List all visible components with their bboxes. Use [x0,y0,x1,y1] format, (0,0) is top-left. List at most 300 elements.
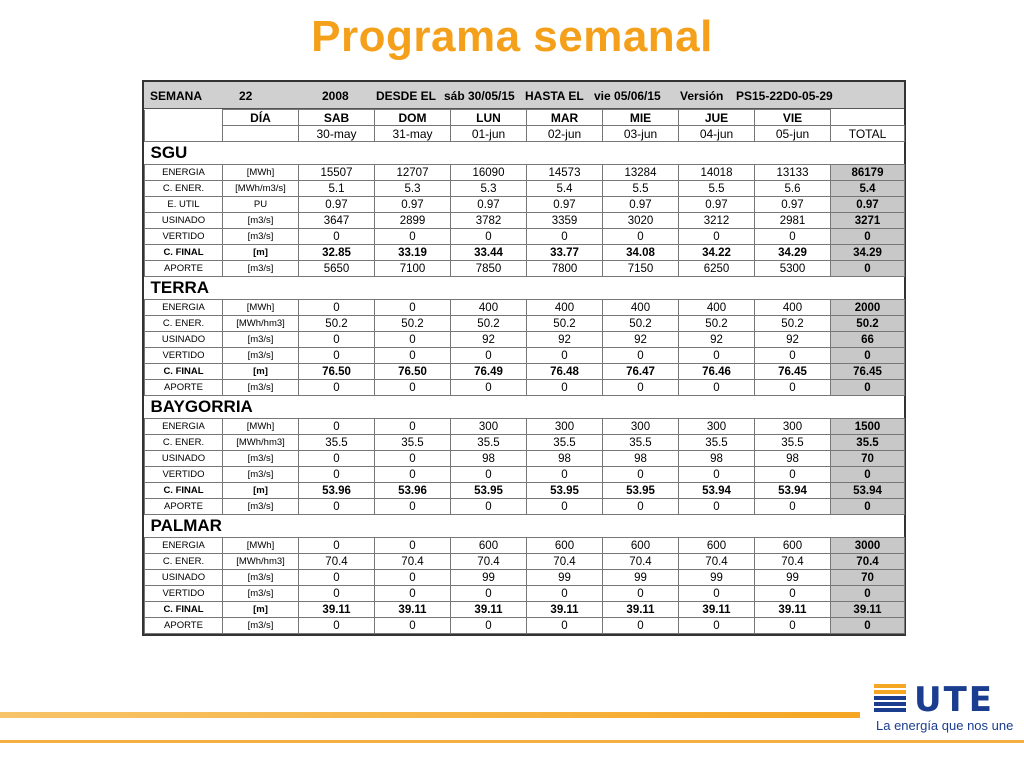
value-cell: 6250 [679,261,755,277]
value-cell: 0.97 [679,197,755,213]
value-cell: 39.11 [755,602,831,618]
value-cell: 70.4 [755,554,831,570]
total-cell: 2000 [831,300,905,316]
blank-cell [831,110,905,126]
section-header [145,396,905,419]
row-label: VERTIDO [145,348,223,364]
row-label: USINADO [145,332,223,348]
value-cell: 0 [299,538,375,554]
row-unit: [MWh/hm3] [223,554,299,570]
value-cell: 53.96 [375,483,451,499]
value-cell: 92 [603,332,679,348]
table-row [145,467,905,483]
value-cell: 76.50 [299,364,375,380]
row-unit: PU [223,197,299,213]
value-cell: 70.4 [603,554,679,570]
row-label: C. FINAL [145,364,223,380]
row-label: APORTE [145,618,223,634]
date-cell: 03-jun [603,126,679,142]
value-cell: 0 [603,467,679,483]
value-cell: 33.44 [451,245,527,261]
value-cell: 3647 [299,213,375,229]
value-cell: 0 [603,348,679,364]
to-date: vie 05/06/15 [594,89,661,103]
value-cell: 0 [603,618,679,634]
value-cell: 0 [603,229,679,245]
value-cell: 0 [299,499,375,515]
value-cell: 35.5 [679,435,755,451]
total-cell: 3000 [831,538,905,554]
total-cell: 0 [831,586,905,602]
table-row [145,348,905,364]
value-cell: 76.48 [527,364,603,380]
value-cell: 50.2 [299,316,375,332]
value-cell: 50.2 [679,316,755,332]
value-cell: 0 [375,419,451,435]
total-cell: 5.4 [831,181,905,197]
value-cell: 600 [603,538,679,554]
total-cell: 39.11 [831,602,905,618]
value-cell: 53.94 [679,483,755,499]
value-cell: 0 [527,586,603,602]
total-cell: 0 [831,348,905,364]
value-cell: 76.46 [679,364,755,380]
table-row [145,451,905,467]
value-cell: 50.2 [603,316,679,332]
year: 2008 [322,89,349,103]
footer-line-bottom [0,740,1024,743]
row-unit: [m] [223,602,299,618]
row-unit: [m] [223,245,299,261]
value-cell: 76.45 [755,364,831,380]
day-name: DOM [375,110,451,126]
value-cell: 600 [451,538,527,554]
table-row [145,181,905,197]
value-cell: 0 [755,229,831,245]
table-row [145,419,905,435]
value-cell: 300 [755,419,831,435]
total-cell: 70 [831,570,905,586]
total-cell: 70 [831,451,905,467]
total-cell: 50.2 [831,316,905,332]
value-cell: 98 [603,451,679,467]
value-cell: 70.4 [375,554,451,570]
row-unit: [MWh] [223,419,299,435]
table-row [145,332,905,348]
row-label: APORTE [145,261,223,277]
row-unit: [m3/s] [223,467,299,483]
value-cell: 300 [679,419,755,435]
section-title: PALMAR [145,515,905,538]
value-cell: 7800 [527,261,603,277]
to-label: HASTA EL [525,89,584,103]
value-cell: 5300 [755,261,831,277]
value-cell: 39.11 [451,602,527,618]
value-cell: 0 [375,229,451,245]
value-cell: 70.4 [451,554,527,570]
value-cell: 53.95 [527,483,603,499]
value-cell: 13133 [755,165,831,181]
row-label: ENERGIA [145,300,223,316]
value-cell: 35.5 [299,435,375,451]
value-cell: 0 [299,332,375,348]
day-name: JUE [679,110,755,126]
value-cell: 0 [299,586,375,602]
ute-logo: UTE [914,680,995,720]
row-label: ENERGIA [145,419,223,435]
value-cell: 0 [527,467,603,483]
table-row [145,499,905,515]
section-title: SGU [145,142,905,165]
row-unit: [m3/s] [223,332,299,348]
value-cell: 0 [679,467,755,483]
value-cell: 0 [679,348,755,364]
value-cell: 98 [451,451,527,467]
value-cell: 99 [755,570,831,586]
table-row [145,316,905,332]
value-cell: 39.11 [679,602,755,618]
total-header: TOTAL [831,126,905,142]
value-cell: 2899 [375,213,451,229]
total-cell: 0 [831,467,905,483]
value-cell: 98 [755,451,831,467]
value-cell: 5.3 [451,181,527,197]
table-row [145,538,905,554]
value-cell: 0 [527,618,603,634]
row-unit: [m3/s] [223,586,299,602]
value-cell: 400 [755,300,831,316]
value-cell: 7850 [451,261,527,277]
value-cell: 5.3 [375,181,451,197]
value-cell: 39.11 [375,602,451,618]
value-cell: 400 [451,300,527,316]
section-header [145,142,905,165]
row-unit: [m] [223,364,299,380]
value-cell: 3782 [451,213,527,229]
value-cell: 50.2 [755,316,831,332]
total-cell: 34.29 [831,245,905,261]
value-cell: 0 [451,618,527,634]
row-unit: [m3/s] [223,348,299,364]
schedule-table [144,109,905,634]
value-cell: 0 [451,348,527,364]
from-label: DESDE EL [376,89,437,103]
row-label: USINADO [145,451,223,467]
table-row [145,197,905,213]
total-cell: 0 [831,229,905,245]
row-unit: [m3/s] [223,618,299,634]
value-cell: 300 [603,419,679,435]
weekly-schedule-sheet [142,80,906,636]
row-label: C. ENER. [145,316,223,332]
value-cell: 0 [375,538,451,554]
value-cell: 0.97 [299,197,375,213]
value-cell: 0 [299,467,375,483]
date-cell: 04-jun [679,126,755,142]
value-cell: 0 [679,618,755,634]
value-cell: 0 [755,586,831,602]
value-cell: 98 [679,451,755,467]
total-cell: 0.97 [831,197,905,213]
row-label: C. FINAL [145,245,223,261]
value-cell: 0 [299,380,375,396]
value-cell: 0 [375,586,451,602]
section-header [145,277,905,300]
date-cell: 02-jun [527,126,603,142]
value-cell: 76.49 [451,364,527,380]
dates-row [145,126,905,142]
value-cell: 0.97 [603,197,679,213]
total-cell: 3271 [831,213,905,229]
total-cell: 35.5 [831,435,905,451]
value-cell: 12707 [375,165,451,181]
value-cell: 0 [375,348,451,364]
value-cell: 98 [527,451,603,467]
row-unit: [m3/s] [223,451,299,467]
row-unit: [MWh] [223,165,299,181]
row-unit: [m3/s] [223,213,299,229]
value-cell: 0 [603,586,679,602]
value-cell: 5.5 [603,181,679,197]
row-label: C. ENER. [145,435,223,451]
blank-cell [223,126,299,142]
value-cell: 0 [679,499,755,515]
row-label: APORTE [145,499,223,515]
version-value: PS15-22D0-05-29 [736,89,833,103]
row-label: C. FINAL [145,602,223,618]
value-cell: 600 [527,538,603,554]
row-label: ENERGIA [145,165,223,181]
date-cell: 05-jun [755,126,831,142]
table-row [145,261,905,277]
value-cell: 0 [527,499,603,515]
value-cell: 0 [603,499,679,515]
row-unit: [MWh] [223,300,299,316]
value-cell: 33.77 [527,245,603,261]
table-row [145,213,905,229]
total-cell: 66 [831,332,905,348]
value-cell: 0 [527,348,603,364]
value-cell: 0 [527,229,603,245]
total-cell: 53.94 [831,483,905,499]
row-unit: [MWh] [223,538,299,554]
value-cell: 33.19 [375,245,451,261]
value-cell: 53.94 [755,483,831,499]
value-cell: 0 [755,499,831,515]
value-cell: 5.5 [679,181,755,197]
day-name: SAB [299,110,375,126]
value-cell: 0 [375,380,451,396]
ute-logo-stripes-icon [874,684,906,714]
table-row [145,229,905,245]
value-cell: 3020 [603,213,679,229]
day-name: MAR [527,110,603,126]
total-cell: 0 [831,261,905,277]
value-cell: 0 [375,451,451,467]
date-cell: 31-may [375,126,451,142]
value-cell: 99 [603,570,679,586]
value-cell: 0 [299,348,375,364]
row-unit: [m] [223,483,299,499]
section-header [145,515,905,538]
value-cell: 50.2 [375,316,451,332]
value-cell: 400 [527,300,603,316]
value-cell: 0 [375,570,451,586]
table-row [145,570,905,586]
value-cell: 0 [299,618,375,634]
value-cell: 0 [755,618,831,634]
row-unit: [MWh/hm3] [223,435,299,451]
value-cell: 53.96 [299,483,375,499]
value-cell: 0 [375,618,451,634]
total-cell: 70.4 [831,554,905,570]
value-cell: 34.29 [755,245,831,261]
value-cell: 0 [451,229,527,245]
value-cell: 13284 [603,165,679,181]
value-cell: 92 [679,332,755,348]
value-cell: 0 [451,586,527,602]
table-row [145,602,905,618]
value-cell: 50.2 [527,316,603,332]
value-cell: 34.08 [603,245,679,261]
value-cell: 0 [603,380,679,396]
value-cell: 0 [755,467,831,483]
table-row [145,483,905,499]
from-date: sáb 30/05/15 [444,89,515,103]
value-cell: 99 [451,570,527,586]
row-unit: [MWh/m3/s] [223,181,299,197]
table-row [145,364,905,380]
value-cell: 50.2 [451,316,527,332]
value-cell: 0.97 [375,197,451,213]
value-cell: 70.4 [679,554,755,570]
table-row [145,165,905,181]
value-cell: 99 [679,570,755,586]
date-cell: 30-may [299,126,375,142]
row-label: C. FINAL [145,483,223,499]
date-cell: 01-jun [451,126,527,142]
value-cell: 0 [451,467,527,483]
row-label: USINADO [145,570,223,586]
value-cell: 14018 [679,165,755,181]
table-row [145,245,905,261]
total-cell: 76.45 [831,364,905,380]
value-cell: 35.5 [527,435,603,451]
day-label: DÍA [223,110,299,126]
value-cell: 92 [451,332,527,348]
day-names-row [145,110,905,126]
row-unit: [MWh/hm3] [223,316,299,332]
value-cell: 0 [451,380,527,396]
day-name: MIE [603,110,679,126]
row-label: APORTE [145,380,223,396]
row-label: C. ENER. [145,554,223,570]
row-label: ENERGIA [145,538,223,554]
blank-cell [145,126,223,142]
row-unit: [m3/s] [223,570,299,586]
value-cell: 53.95 [451,483,527,499]
week-label: SEMANA [150,89,203,103]
value-cell: 300 [451,419,527,435]
table-row [145,435,905,451]
blank-cell [145,110,223,126]
row-unit: [m3/s] [223,261,299,277]
value-cell: 0 [299,229,375,245]
value-cell: 35.5 [603,435,679,451]
row-label: VERTIDO [145,586,223,602]
value-cell: 0 [451,499,527,515]
value-cell: 15507 [299,165,375,181]
value-cell: 400 [603,300,679,316]
sheet-header [144,82,904,109]
value-cell: 70.4 [299,554,375,570]
value-cell: 0 [299,419,375,435]
value-cell: 76.47 [603,364,679,380]
value-cell: 0 [375,300,451,316]
day-name: VIE [755,110,831,126]
value-cell: 3359 [527,213,603,229]
row-label: USINADO [145,213,223,229]
value-cell: 0 [679,586,755,602]
row-label: C. ENER. [145,181,223,197]
week-number: 22 [239,89,253,103]
footer-line-top [0,712,860,718]
row-label: VERTIDO [145,229,223,245]
value-cell: 0 [299,300,375,316]
value-cell: 5.6 [755,181,831,197]
value-cell: 39.11 [527,602,603,618]
value-cell: 35.5 [755,435,831,451]
value-cell: 0.97 [451,197,527,213]
page-title: Programa semanal [311,12,713,61]
table-row [145,554,905,570]
value-cell: 35.5 [451,435,527,451]
row-unit: [m3/s] [223,499,299,515]
value-cell: 76.50 [375,364,451,380]
ute-slogan: La energía que nos une [876,718,1014,733]
section-title: BAYGORRIA [145,396,905,419]
value-cell: 0 [679,380,755,396]
value-cell: 35.5 [375,435,451,451]
total-cell: 0 [831,499,905,515]
value-cell: 5.1 [299,181,375,197]
value-cell: 5.4 [527,181,603,197]
value-cell: 7100 [375,261,451,277]
value-cell: 300 [527,419,603,435]
total-cell: 0 [831,380,905,396]
value-cell: 2981 [755,213,831,229]
value-cell: 0 [755,348,831,364]
value-cell: 600 [679,538,755,554]
value-cell: 400 [679,300,755,316]
total-cell: 1500 [831,419,905,435]
value-cell: 39.11 [603,602,679,618]
value-cell: 70.4 [527,554,603,570]
total-cell: 86179 [831,165,905,181]
value-cell: 92 [755,332,831,348]
value-cell: 0.97 [755,197,831,213]
value-cell: 0 [375,332,451,348]
value-cell: 5650 [299,261,375,277]
value-cell: 600 [755,538,831,554]
value-cell: 0 [375,467,451,483]
value-cell: 0 [299,451,375,467]
value-cell: 0 [375,499,451,515]
row-label: VERTIDO [145,467,223,483]
table-row [145,380,905,396]
table-row [145,618,905,634]
row-unit: [m3/s] [223,380,299,396]
